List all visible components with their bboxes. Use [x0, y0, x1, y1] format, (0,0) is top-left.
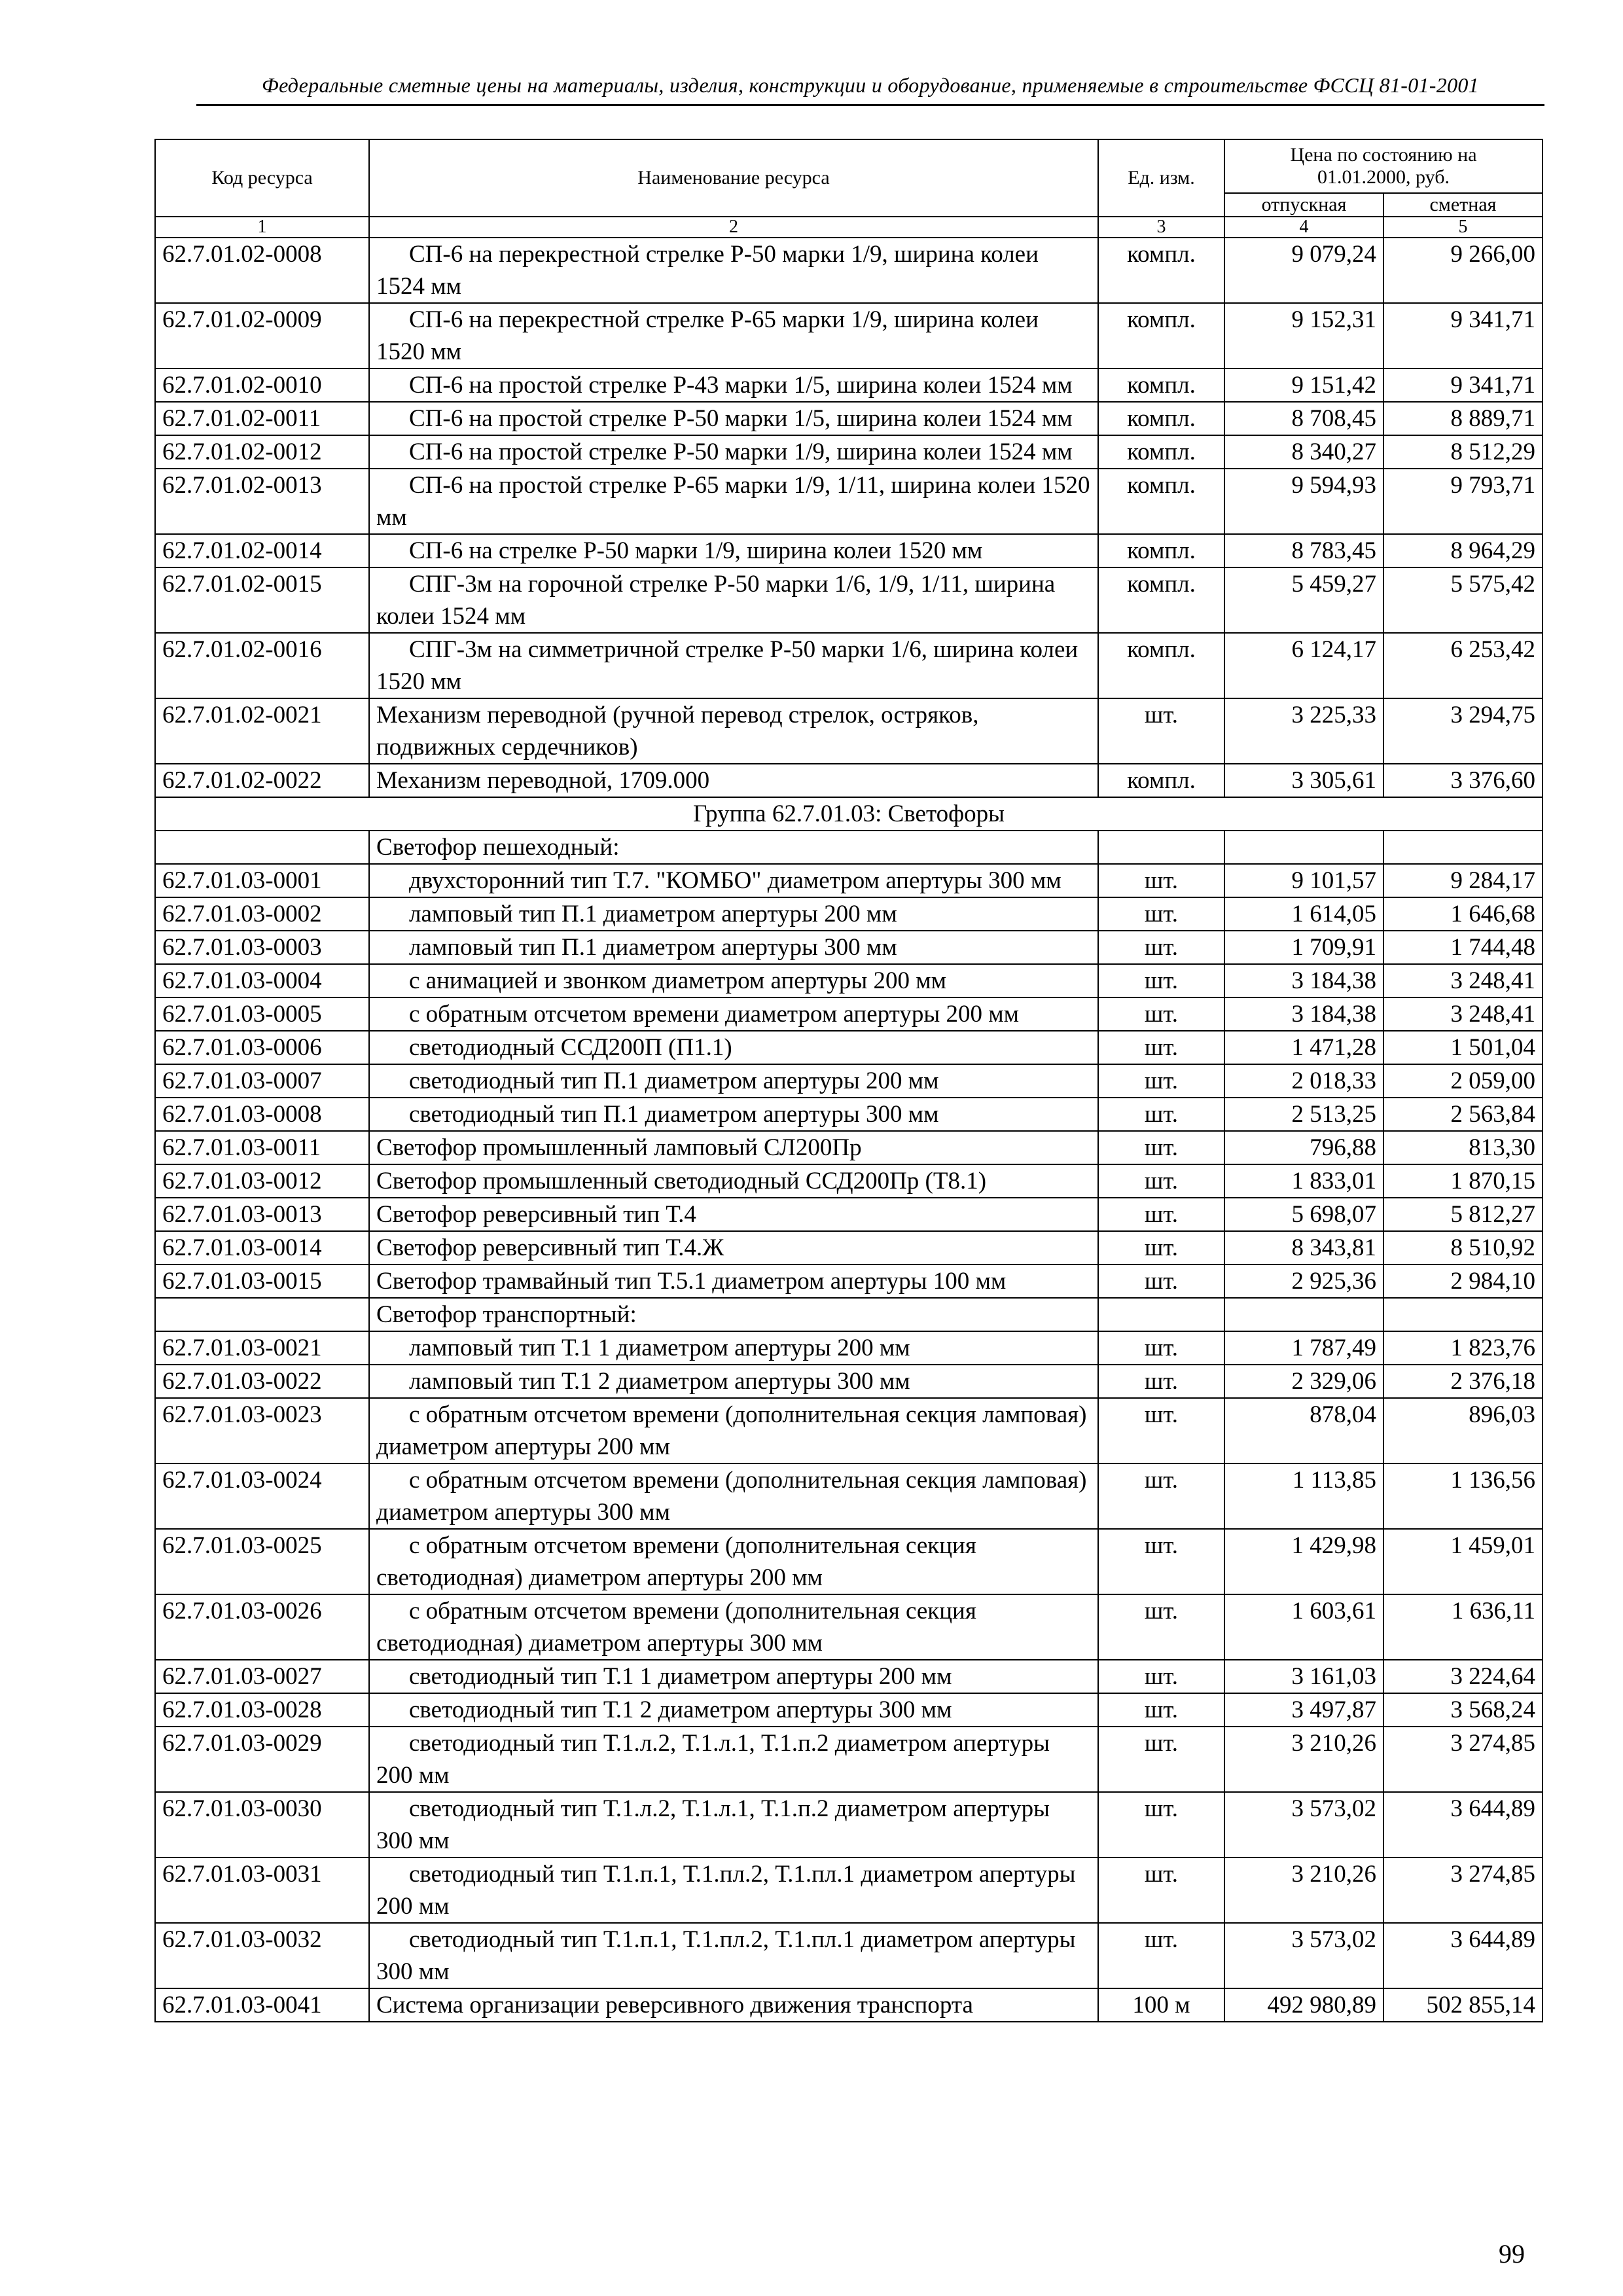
transport-subheading-block — [155, 1298, 1543, 1331]
estimate-price: 3 294,75 — [1383, 698, 1543, 764]
column-number: 4 — [1224, 217, 1383, 238]
unit-cell: шт. — [1098, 1064, 1224, 1098]
release-price: 1 113,85 — [1224, 1463, 1383, 1529]
resource-name: двухсторонний тип Т.7. "КОМБО" диаметром апертуры 300 мм — [369, 864, 1098, 897]
unit-cell: шт. — [1098, 1693, 1224, 1727]
unit-cell: шт. — [1098, 1727, 1224, 1792]
release-price: 3 210,26 — [1224, 1727, 1383, 1792]
estimate-price: 3 274,85 — [1383, 1857, 1543, 1923]
unit-cell: шт. — [1098, 864, 1224, 897]
resource-code: 62.7.01.03-0025 — [155, 1529, 369, 1594]
resource-code: 62.7.01.02-0014 — [155, 534, 369, 567]
table-row — [155, 1923, 1543, 1988]
estimate-price: 1 501,04 — [1383, 1031, 1543, 1064]
release-price: 3 184,38 — [1224, 964, 1383, 997]
resource-code: 62.7.01.03-0005 — [155, 997, 369, 1031]
unit-cell: шт. — [1098, 897, 1224, 931]
release-price: 1 429,98 — [1224, 1529, 1383, 1594]
resource-name: СПГ-3м на симметричной стрелке Р-50 марки 1/6, ширина колеи 1520 мм — [369, 633, 1098, 698]
unit-cell: шт. — [1098, 1131, 1224, 1164]
empty-cell — [155, 1298, 369, 1331]
estimate-price: 3 224,64 — [1383, 1660, 1543, 1693]
resource-name: светодиодный тип Т.1 2 диаметром апертуры 300 мм — [369, 1693, 1098, 1727]
release-price: 5 698,07 — [1224, 1198, 1383, 1231]
column-header-price: Цена по состоянию на 01.01.2000, руб. — [1224, 139, 1543, 193]
unit-cell: компл. — [1098, 402, 1224, 435]
resource-name: ламповый тип П.1 диаметром апертуры 300 мм — [369, 931, 1098, 964]
table-row — [155, 1331, 1543, 1365]
estimate-price: 5 575,42 — [1383, 567, 1543, 633]
unit-cell: компл. — [1098, 368, 1224, 402]
release-price: 1 787,49 — [1224, 1331, 1383, 1365]
unit-cell: шт. — [1098, 1660, 1224, 1693]
table-row — [155, 1164, 1543, 1198]
table-row — [155, 1693, 1543, 1727]
resource-code: 62.7.01.03-0030 — [155, 1792, 369, 1857]
estimate-price: 8 510,92 — [1383, 1231, 1543, 1265]
table-row — [155, 864, 1543, 897]
estimate-price: 9 266,00 — [1383, 238, 1543, 303]
resource-name: Светофор промышленный ламповый СЛ200Пр — [369, 1131, 1098, 1164]
resource-name: ламповый тип Т.1 2 диаметром апертуры 300 мм — [369, 1365, 1098, 1398]
table-row — [155, 1231, 1543, 1265]
column-header-code: Код ресурса — [155, 139, 369, 217]
column-number: 2 — [369, 217, 1098, 238]
estimate-price: 1 823,76 — [1383, 1331, 1543, 1365]
table-row — [155, 534, 1543, 567]
price-table — [154, 139, 1543, 2022]
unit-cell: компл. — [1098, 633, 1224, 698]
resource-name: с анимацией и звонком диаметром апертуры 200 мм — [369, 964, 1098, 997]
release-price: 3 184,38 — [1224, 997, 1383, 1031]
rows-transport — [155, 1331, 1543, 1988]
resource-name: с обратным отсчетом времени диаметром апертуры 200 мм — [369, 997, 1098, 1031]
resource-name: ламповый тип Т.1 1 диаметром апертуры 200 мм — [369, 1331, 1098, 1365]
resource-code: 62.7.01.02-0013 — [155, 469, 369, 534]
table-row — [155, 469, 1543, 534]
table-row — [155, 1594, 1543, 1660]
resource-code: 62.7.01.02-0012 — [155, 435, 369, 469]
release-price: 8 783,45 — [1224, 534, 1383, 567]
release-price: 3 305,61 — [1224, 764, 1383, 797]
release-price: 2 513,25 — [1224, 1098, 1383, 1131]
release-price: 1 833,01 — [1224, 1164, 1383, 1198]
resource-name: с обратным отсчетом времени (дополнительная секция ламповая) диаметром апертуры 300 мм — [369, 1463, 1098, 1529]
release-price: 2 329,06 — [1224, 1365, 1383, 1398]
release-price: 1 709,91 — [1224, 931, 1383, 964]
unit-cell: шт. — [1098, 1265, 1224, 1298]
resource-code: 62.7.01.03-0026 — [155, 1594, 369, 1660]
release-price: 3 573,02 — [1224, 1792, 1383, 1857]
resource-code: 62.7.01.02-0022 — [155, 764, 369, 797]
unit-cell: шт. — [1098, 1098, 1224, 1131]
estimate-price: 3 376,60 — [1383, 764, 1543, 797]
empty-cell — [1383, 1298, 1543, 1331]
resource-code: 62.7.01.03-0015 — [155, 1265, 369, 1298]
resource-code: 62.7.01.02-0009 — [155, 303, 369, 368]
resource-code: 62.7.01.03-0006 — [155, 1031, 369, 1064]
resource-name: Механизм переводной (ручной перевод стрелок, остряков, подвижных сердечников) — [369, 698, 1098, 764]
column-number: 1 — [155, 217, 369, 238]
resource-name: светодиодный тип П.1 диаметром апертуры 200 мм — [369, 1064, 1098, 1098]
table-row — [155, 1988, 1543, 2022]
resource-name: СП-6 на перекрестной стрелке Р-65 марки 1/9, ширина колеи 1520 мм — [369, 303, 1098, 368]
resource-code: 62.7.01.02-0011 — [155, 402, 369, 435]
group-62-7-01-03 — [155, 797, 1543, 864]
estimate-price: 9 793,71 — [1383, 469, 1543, 534]
release-price: 1 614,05 — [1224, 897, 1383, 931]
column-header-unit: Ед. изм. — [1098, 139, 1224, 217]
resource-name: светодиодный тип Т.1.л.2, Т.1.л.1, Т.1.п.2 диаметром апертуры 200 мм — [369, 1727, 1098, 1792]
release-price: 9 079,24 — [1224, 238, 1383, 303]
table-row — [155, 897, 1543, 931]
estimate-price: 3 248,41 — [1383, 997, 1543, 1031]
resource-code: 62.7.01.03-0013 — [155, 1198, 369, 1231]
unit-cell: компл. — [1098, 303, 1224, 368]
unit-cell: компл. — [1098, 469, 1224, 534]
resource-name: светодиодный тип Т.1.п.1, Т.1.пл.2, Т.1.пл.1 диаметром апертуры 200 мм — [369, 1857, 1098, 1923]
rows-switch-drives — [155, 238, 1543, 797]
resource-code: 62.7.01.02-0008 — [155, 238, 369, 303]
release-price: 9 594,93 — [1224, 469, 1383, 534]
group-title: Группа 62.7.01.03: Светофоры — [155, 797, 1543, 831]
table-row — [155, 368, 1543, 402]
table-row — [155, 567, 1543, 633]
resource-code: 62.7.01.03-0002 — [155, 897, 369, 931]
resource-code: 62.7.01.02-0021 — [155, 698, 369, 764]
resource-name: СП-6 на перекрестной стрелке Р-50 марки 1/9, ширина колеи 1524 мм — [369, 238, 1098, 303]
estimate-price: 1 636,11 — [1383, 1594, 1543, 1660]
unit-cell: компл. — [1098, 435, 1224, 469]
resource-code: 62.7.01.03-0004 — [155, 964, 369, 997]
resource-name: светодиодный тип Т.1 1 диаметром апертуры 200 мм — [369, 1660, 1098, 1693]
unit-cell: компл. — [1098, 764, 1224, 797]
resource-code: 62.7.01.03-0028 — [155, 1693, 369, 1727]
resource-name: СП-6 на стрелке Р-50 марки 1/9, ширина колеи 1520 мм — [369, 534, 1098, 567]
table-row — [155, 931, 1543, 964]
unit-cell: шт. — [1098, 997, 1224, 1031]
estimate-price: 1 870,15 — [1383, 1164, 1543, 1198]
release-price: 3 573,02 — [1224, 1923, 1383, 1988]
estimate-price: 1 744,48 — [1383, 931, 1543, 964]
page-number: 99 — [1499, 2239, 1525, 2269]
resource-code: 62.7.01.03-0007 — [155, 1064, 369, 1098]
release-price: 9 152,31 — [1224, 303, 1383, 368]
unit-cell: шт. — [1098, 698, 1224, 764]
unit-cell: шт. — [1098, 1231, 1224, 1265]
unit-cell: шт. — [1098, 964, 1224, 997]
release-price: 3 161,03 — [1224, 1660, 1383, 1693]
resource-code: 62.7.01.03-0022 — [155, 1365, 369, 1398]
resource-code: 62.7.01.03-0021 — [155, 1331, 369, 1365]
document-header: Федеральные сметные цены на материалы, изделия, конструкции и оборудование, применяемые в строительстве ФССЦ 81-01-2001 — [196, 73, 1544, 106]
release-price: 2 925,36 — [1224, 1265, 1383, 1298]
release-price: 492 980,89 — [1224, 1988, 1383, 2022]
empty-cell — [1224, 1298, 1383, 1331]
column-header-name: Наименование ресурса — [369, 139, 1098, 217]
resource-code: 62.7.01.03-0008 — [155, 1098, 369, 1131]
column-number: 3 — [1098, 217, 1224, 238]
unit-cell: шт. — [1098, 1164, 1224, 1198]
release-price: 6 124,17 — [1224, 633, 1383, 698]
release-price: 2 018,33 — [1224, 1064, 1383, 1098]
empty-cell — [1383, 831, 1543, 864]
resource-name: светодиодный тип Т.1.л.2, Т.1.л.1, Т.1.п.2 диаметром апертуры 300 мм — [369, 1792, 1098, 1857]
release-price: 8 340,27 — [1224, 435, 1383, 469]
column-number: 5 — [1383, 217, 1543, 238]
table-row — [155, 1064, 1543, 1098]
resource-code: 62.7.01.03-0041 — [155, 1988, 369, 2022]
release-price: 5 459,27 — [1224, 567, 1383, 633]
resource-code: 62.7.01.03-0029 — [155, 1727, 369, 1792]
unit-cell: шт. — [1098, 1463, 1224, 1529]
empty-cell — [1224, 831, 1383, 864]
resource-name: Система организации реверсивного движения транспорта — [369, 1988, 1098, 2022]
table-row — [155, 1463, 1543, 1529]
unit-cell: шт. — [1098, 1594, 1224, 1660]
resource-name: СП-6 на простой стрелке Р-50 марки 1/5, ширина колеи 1524 мм — [369, 402, 1098, 435]
unit-cell: шт. — [1098, 931, 1224, 964]
estimate-price: 8 512,29 — [1383, 435, 1543, 469]
resource-code: 62.7.01.03-0024 — [155, 1463, 369, 1529]
estimate-price: 5 812,27 — [1383, 1198, 1543, 1231]
subheading-pedestrian: Светофор пешеходный: — [369, 831, 1098, 864]
resource-name: Светофор реверсивный тип Т.4.Ж — [369, 1231, 1098, 1265]
unit-cell: шт. — [1098, 1198, 1224, 1231]
release-price: 1 471,28 — [1224, 1031, 1383, 1064]
release-price: 8 343,81 — [1224, 1231, 1383, 1265]
column-number-row — [155, 217, 1543, 238]
resource-name: СП-6 на простой стрелке Р-43 марки 1/5, ширина колеи 1524 мм — [369, 368, 1098, 402]
estimate-price: 2 563,84 — [1383, 1098, 1543, 1131]
table-row — [155, 1660, 1543, 1693]
table-row — [155, 1398, 1543, 1463]
unit-cell: шт. — [1098, 1398, 1224, 1463]
table-row — [155, 1792, 1543, 1857]
rows-reversible-system — [155, 1988, 1543, 2022]
resource-name: Механизм переводной, 1709.000 — [369, 764, 1098, 797]
unit-cell: шт. — [1098, 1792, 1224, 1857]
resource-name: Светофор трамвайный тип Т.5.1 диаметром апертуры 100 мм — [369, 1265, 1098, 1298]
table-row — [155, 1098, 1543, 1131]
unit-cell: шт. — [1098, 1923, 1224, 1988]
estimate-price: 9 341,71 — [1383, 368, 1543, 402]
estimate-price: 8 964,29 — [1383, 534, 1543, 567]
table-row — [155, 1131, 1543, 1164]
resource-code: 62.7.01.03-0023 — [155, 1398, 369, 1463]
unit-cell: компл. — [1098, 238, 1224, 303]
unit-cell: 100 м — [1098, 1988, 1224, 2022]
empty-cell — [1098, 1298, 1224, 1331]
resource-code: 62.7.01.03-0003 — [155, 931, 369, 964]
resource-code: 62.7.01.03-0032 — [155, 1923, 369, 1988]
table-row — [155, 633, 1543, 698]
estimate-price: 2 059,00 — [1383, 1064, 1543, 1098]
estimate-price: 3 568,24 — [1383, 1693, 1543, 1727]
resource-code: 62.7.01.03-0001 — [155, 864, 369, 897]
estimate-price: 3 248,41 — [1383, 964, 1543, 997]
estimate-price: 1 646,68 — [1383, 897, 1543, 931]
release-price: 3 225,33 — [1224, 698, 1383, 764]
resource-code: 62.7.01.02-0015 — [155, 567, 369, 633]
resource-name: Светофор промышленный светодиодный ССД200Пр (Т8.1) — [369, 1164, 1098, 1198]
release-price: 9 151,42 — [1224, 368, 1383, 402]
table-row — [155, 1857, 1543, 1923]
resource-code: 62.7.01.02-0016 — [155, 633, 369, 698]
unit-cell: шт. — [1098, 1529, 1224, 1594]
resource-code: 62.7.01.03-0027 — [155, 1660, 369, 1693]
release-price: 8 708,45 — [1224, 402, 1383, 435]
table-row — [155, 1365, 1543, 1398]
empty-cell — [1098, 831, 1224, 864]
resource-name: с обратным отсчетом времени (дополнительная секция светодиодная) диаметром апертуры 200 мм — [369, 1529, 1098, 1594]
unit-cell: шт. — [1098, 1331, 1224, 1365]
estimate-price: 3 274,85 — [1383, 1727, 1543, 1792]
estimate-price: 1 459,01 — [1383, 1529, 1543, 1594]
unit-cell: компл. — [1098, 534, 1224, 567]
table-row — [155, 402, 1543, 435]
release-price: 1 603,61 — [1224, 1594, 1383, 1660]
estimate-price: 6 253,42 — [1383, 633, 1543, 698]
resource-name: с обратным отсчетом времени (дополнительная секция светодиодная) диаметром апертуры 300 мм — [369, 1594, 1098, 1660]
estimate-price: 3 644,89 — [1383, 1792, 1543, 1857]
empty-cell — [155, 831, 369, 864]
resource-name: СПГ-3м на горочной стрелке Р-50 марки 1/6, 1/9, 1/11, ширина колеи 1524 мм — [369, 567, 1098, 633]
resource-name: СП-6 на простой стрелке Р-65 марки 1/9, 1/11, ширина колеи 1520 мм — [369, 469, 1098, 534]
table-row — [155, 303, 1543, 368]
estimate-price: 9 341,71 — [1383, 303, 1543, 368]
table-row — [155, 1727, 1543, 1792]
table-row — [155, 1031, 1543, 1064]
resource-code: 62.7.01.02-0010 — [155, 368, 369, 402]
table-row — [155, 435, 1543, 469]
resource-name: Светофор реверсивный тип Т.4 — [369, 1198, 1098, 1231]
resource-name: светодиодный тип П.1 диаметром апертуры 300 мм — [369, 1098, 1098, 1131]
table-row — [155, 1529, 1543, 1594]
unit-cell: шт. — [1098, 1031, 1224, 1064]
rows-pedestrian — [155, 864, 1543, 1298]
estimate-price: 2 376,18 — [1383, 1365, 1543, 1398]
resource-name: СП-6 на простой стрелке Р-50 марки 1/9, ширина колеи 1524 мм — [369, 435, 1098, 469]
estimate-price: 2 984,10 — [1383, 1265, 1543, 1298]
resource-name: ламповый тип П.1 диаметром апертуры 200 мм — [369, 897, 1098, 931]
table-row — [155, 238, 1543, 303]
column-header-estimate: сметная — [1383, 193, 1543, 217]
table-row — [155, 1198, 1543, 1231]
release-price: 3 497,87 — [1224, 1693, 1383, 1727]
release-price: 796,88 — [1224, 1131, 1383, 1164]
unit-cell: шт. — [1098, 1857, 1224, 1923]
resource-name: светодиодный ССД200П (П1.1) — [369, 1031, 1098, 1064]
estimate-price: 1 136,56 — [1383, 1463, 1543, 1529]
estimate-price: 9 284,17 — [1383, 864, 1543, 897]
column-header-release: отпускная — [1224, 193, 1383, 217]
unit-cell: шт. — [1098, 1365, 1224, 1398]
resource-name: светодиодный тип Т.1.п.1, Т.1.пл.2, Т.1.пл.1 диаметром апертуры 300 мм — [369, 1923, 1098, 1988]
estimate-price: 502 855,14 — [1383, 1988, 1543, 2022]
resource-code: 62.7.01.03-0012 — [155, 1164, 369, 1198]
resource-code: 62.7.01.03-0014 — [155, 1231, 369, 1265]
estimate-price: 3 644,89 — [1383, 1923, 1543, 1988]
estimate-price: 896,03 — [1383, 1398, 1543, 1463]
table-row — [155, 964, 1543, 997]
resource-name: с обратным отсчетом времени (дополнительная секция ламповая) диаметром апертуры 200 мм — [369, 1398, 1098, 1463]
table-row — [155, 698, 1543, 764]
subheading-transport: Светофор транспортный: — [369, 1298, 1098, 1331]
estimate-price: 8 889,71 — [1383, 402, 1543, 435]
release-price: 878,04 — [1224, 1398, 1383, 1463]
release-price: 3 210,26 — [1224, 1857, 1383, 1923]
table-row — [155, 764, 1543, 797]
estimate-price: 813,30 — [1383, 1131, 1543, 1164]
table-row — [155, 1265, 1543, 1298]
resource-code: 62.7.01.03-0011 — [155, 1131, 369, 1164]
release-price: 9 101,57 — [1224, 864, 1383, 897]
resource-code: 62.7.01.03-0031 — [155, 1857, 369, 1923]
table-row — [155, 997, 1543, 1031]
unit-cell: компл. — [1098, 567, 1224, 633]
